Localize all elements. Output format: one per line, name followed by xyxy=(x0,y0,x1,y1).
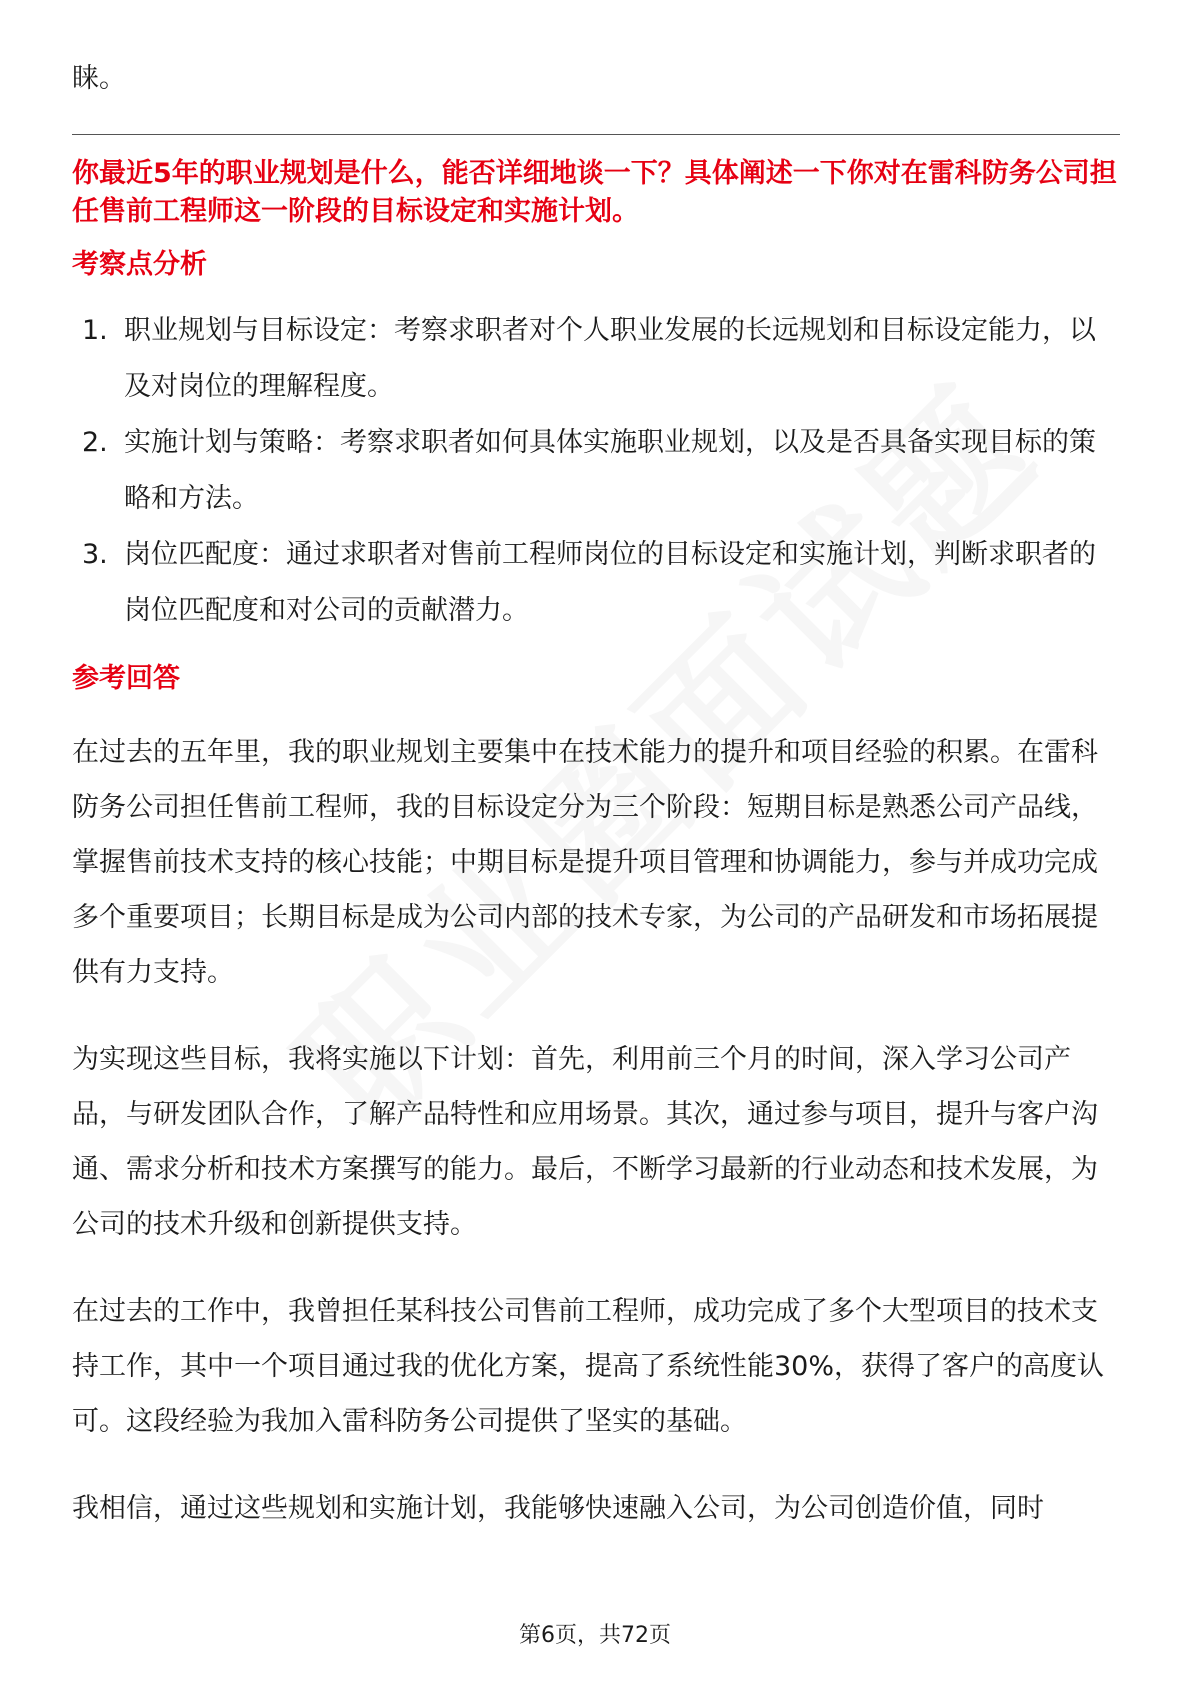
page-content xyxy=(72,52,1120,1568)
answer-paragraph: 我相信，通过这些规划和实施计划，我能够快速融入公司，为公司创造价值，同时 xyxy=(72,1493,1044,1524)
list-number: 1. xyxy=(82,315,108,346)
analysis-item xyxy=(72,527,1120,639)
analysis-item xyxy=(72,415,1120,527)
analysis-list xyxy=(72,303,1120,639)
list-number: 2. xyxy=(82,427,108,458)
section-divider xyxy=(72,134,1120,135)
analysis-item-text: 岗位匹配度：通过求职者对售前工程师岗位的目标设定和实施计划，判断求职者的岗位匹配度和对公司的贡献潜力。 xyxy=(124,539,1096,626)
answer-paragraph: 为实现这些目标，我将实施以下计划：首先，利用前三个月的时间，深入学习公司产品，与研发团队合作，了解产品特性和应用场景。其次，通过参与项目，提升与客户沟通、需求分析和技术方案撰写的能力。最后，不断学习最新的行业动态和技术发展，为公司的技术升级和创新提供支持。 xyxy=(72,1044,1098,1240)
analysis-item-text: 职业规划与目标设定：考察求职者对个人职业发展的长远规划和目标设定能力，以及对岗位的理解程度。 xyxy=(124,315,1096,402)
answer-heading: 参考回答 xyxy=(72,663,180,694)
analysis-item-text: 实施计划与策略：考察求职者如何具体实施职业规划，以及是否具备实现目标的策略和方法。 xyxy=(124,427,1096,514)
analysis-heading: 考察点分析 xyxy=(72,249,207,280)
analysis-item xyxy=(72,303,1120,415)
page-number-footer: 第6页，共72页 xyxy=(519,1623,671,1648)
continued-text-fragment: 睐。 xyxy=(72,63,126,94)
list-number: 3. xyxy=(82,539,108,570)
answer-paragraph: 在过去的五年里，我的职业规划主要集中在技术能力的提升和项目经验的积累。在雷科防务公司担任售前工程师，我的目标设定分为三个阶段：短期目标是熟悉公司产品线，掌握售前技术支持的核心技能；中期目标是提升项目管理和协调能力，参与并成功完成多个重要项目；长期目标是成为公司内部的技术专家，为公司的产品研发和市场拓展提供有力支持。 xyxy=(72,737,1098,988)
answer-paragraph: 在过去的工作中，我曾担任某科技公司售前工程师，成功完成了多个大型项目的技术支持工作，其中一个项目通过我的优化方案，提高了系统性能30%，获得了客户的高度认可。这段经验为我加入雷科防务公司提供了坚实的基础。 xyxy=(72,1296,1105,1437)
answer-body xyxy=(72,725,1120,1536)
interview-question: 你最近5年的职业规划是什么，能否详细地谈一下？具体阐述一下你对在雷科防务公司担任售前工程师这一阶段的目标设定和实施计划。 xyxy=(72,158,1117,227)
